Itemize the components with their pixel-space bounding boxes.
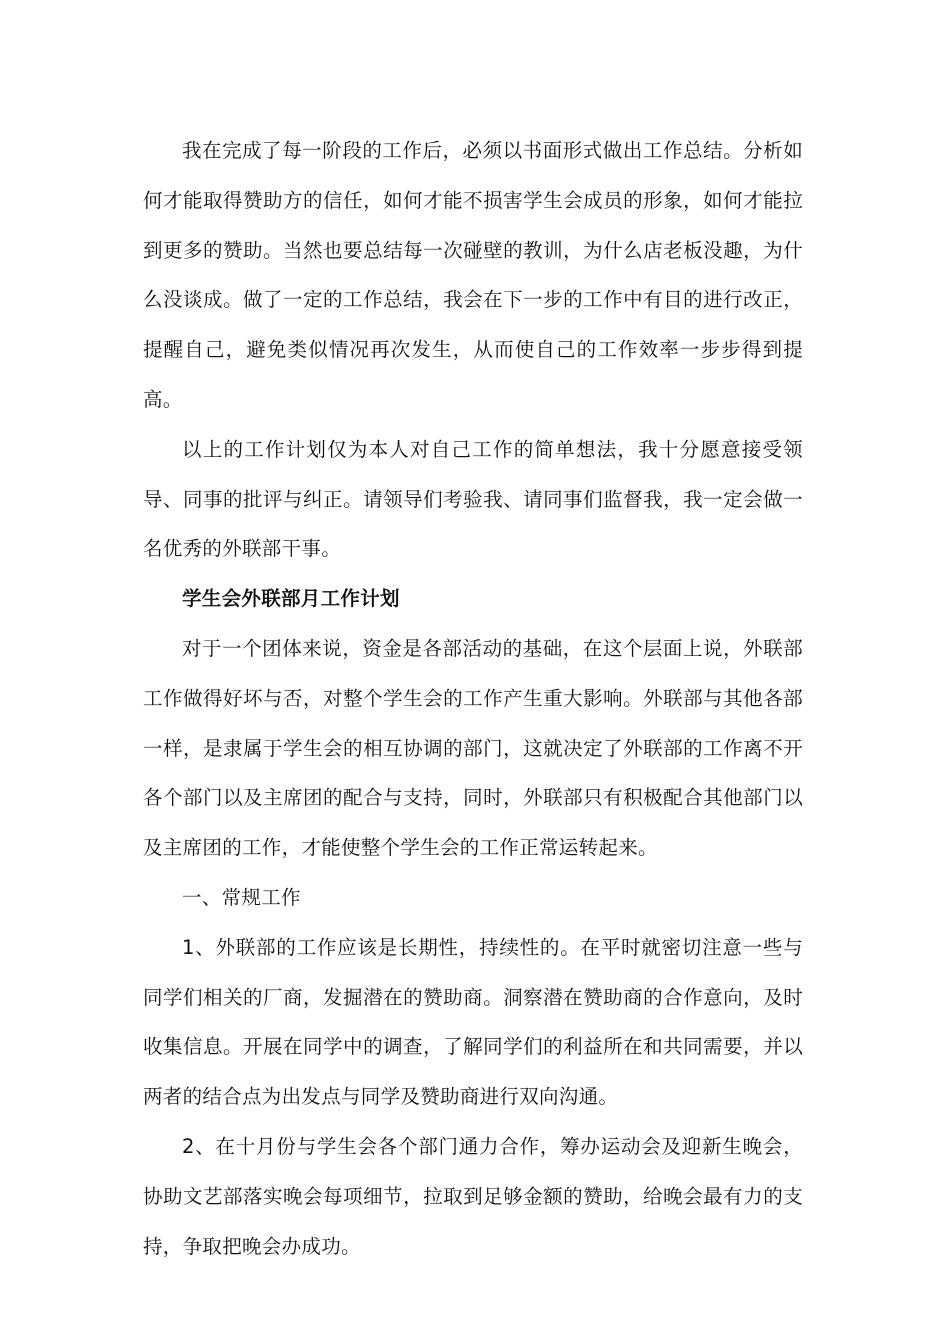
list-item-1: 1、外联部的工作应该是长期性，持续性的。在平时就密切注意一些与同学们相关的厂商，发掘潜在的赞助商。洞察潜在赞助商的合作意向，及时收集信息。开展在同学中的调查，了解同学们的利益所在和共同需要，并以两者的结合点为出发点与同学及赞助商进行双向沟通。 <box>143 935 803 1109</box>
paragraph-closing-statement: 以上的工作计划仅为本人对自己工作的简单想法，我十分愿意接受领导、同事的批评与纠正。请领导们考验我、请同事们监督我，我一定会做一名优秀的外联部干事。 <box>143 437 803 561</box>
list-item-2: 2、在十月份与学生会各个部门通力合作，筹办运动会及迎新生晚会，协助文艺部落实晚会每项细节，拉取到足够金额的赞助，给晚会最有力的支持，争取把晚会办成功。 <box>143 1134 803 1258</box>
subheading-routine-work: 一、常规工作 <box>182 885 301 909</box>
document-body <box>143 126 803 1271</box>
paragraph-work-summary: 我在完成了每一阶段的工作后，必须以书面形式做出工作总结。分析如何才能取得赞助方的信任，如何才能不损害学生会成员的形象，如何才能拉到更多的赞助。当然也要总结每一次碰壁的教训，为什么店老板没趣，为什么没谈成。做了一定的工作总结，我会在下一步的工作中有目的进行改正，提醒自己，避免类似情况再次发生，从而使自己的工作效率一步步得到提高。 <box>143 139 803 411</box>
section-title: 学生会外联部月工作计划 <box>182 587 400 611</box>
paragraph-intro: 对于一个团体来说，资金是各部活动的基础，在这个层面上说，外联部工作做得好坏与否，对整个学生会的工作产生重大影响。外联部与其他各部一样，是隶属于学生会的相互协调的部门，这就决定了外联部的工作离不开各个部门以及主席团的配合与支持，同时，外联部只有积极配合其他部门以及主席团的工作，才能使整个学生会的工作正常运转起来。 <box>143 636 803 860</box>
